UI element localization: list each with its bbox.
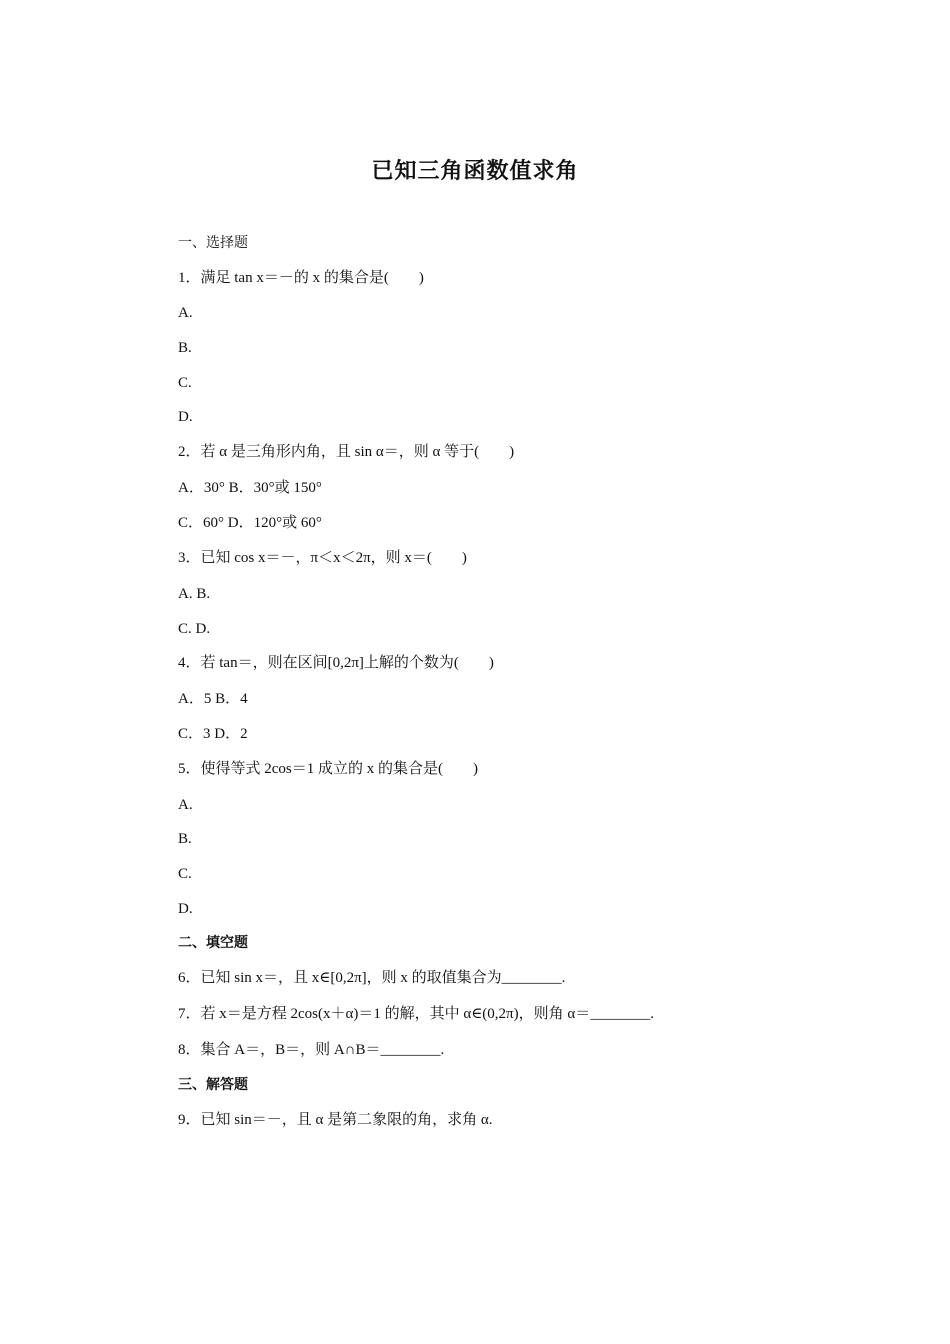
question-4-stem: 4．若 tan＝，则在区间[0,2π]上解的个数为( ) bbox=[178, 655, 494, 671]
question-3-options-ab: A. B. bbox=[178, 586, 211, 602]
section-heading-fill-blank: 二、填空题 bbox=[178, 935, 248, 951]
question-6-stem: 6．已知 sin x＝，且 x∈[0,2π]，则 x 的取值集合为________. bbox=[178, 970, 566, 986]
question-2-stem: 2．若 α 是三角形内角，且 sin α＝，则 α 等于( ) bbox=[178, 444, 515, 460]
question-1-option-c: C. bbox=[178, 375, 192, 391]
question-5-option-a: A. bbox=[178, 797, 193, 813]
question-2-options-ab: A．30° B．30°或 150° bbox=[178, 480, 322, 496]
question-1-option-d: D. bbox=[178, 409, 193, 425]
question-3-options-cd: C. D. bbox=[178, 621, 211, 637]
page-title: 已知三角函数值求角 bbox=[371, 159, 579, 184]
question-1-stem: 1．满足 tan x＝－的 x 的集合是( ) bbox=[178, 270, 424, 286]
question-9-stem: 9．已知 sin＝－，且 α 是第二象限的角，求角 α. bbox=[178, 1112, 493, 1128]
question-5-option-b: B. bbox=[178, 831, 192, 847]
question-1-option-a: A. bbox=[178, 305, 193, 321]
section-heading-answer: 三、解答题 bbox=[178, 1077, 248, 1093]
question-8-stem: 8．集合 A＝，B＝，则 A∩B＝________. bbox=[178, 1042, 445, 1058]
question-3-stem: 3．已知 cos x＝－，π＜x＜2π，则 x＝( ) bbox=[178, 550, 467, 566]
question-2-options-cd: C．60° D．120°或 60° bbox=[178, 515, 322, 531]
section-heading-choice: 一、选择题 bbox=[178, 235, 248, 251]
question-1-option-b: B. bbox=[178, 340, 192, 356]
question-5-stem: 5．使得等式 2cos＝1 成立的 x 的集合是( ) bbox=[178, 761, 478, 777]
question-4-options-cd: C．3 D．2 bbox=[178, 726, 248, 742]
question-4-options-ab: A．5 B．4 bbox=[178, 691, 248, 707]
question-5-option-d: D. bbox=[178, 901, 193, 917]
question-5-option-c: C. bbox=[178, 866, 192, 882]
question-7-stem: 7．若 x＝是方程 2cos(x＋α)＝1 的解，其中 α∈(0,2π)，则角 α＝________. bbox=[178, 1006, 654, 1022]
